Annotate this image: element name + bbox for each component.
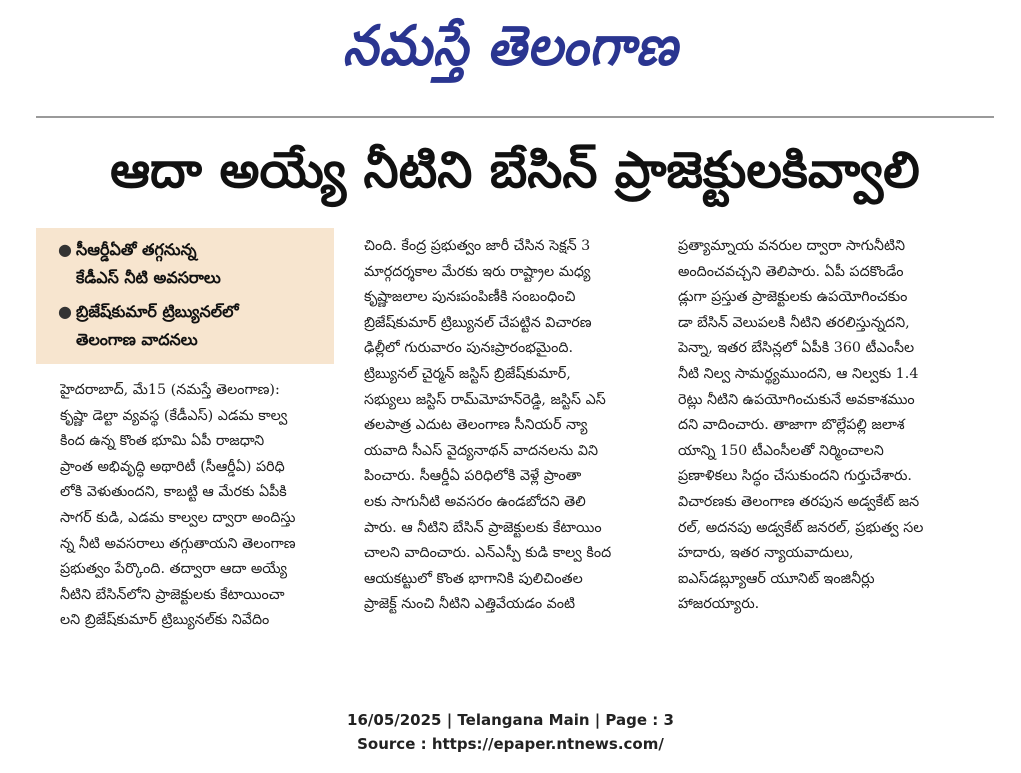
body-text-line: పించారు. సీఆర్డీఏ పరిధిలోకి వెళ్లే ప్రాంతా — [364, 468, 582, 485]
body-text-line: హైదరాబాద్, మే15 (నమస్తే తెలంగాణ): — [60, 382, 280, 398]
article-column-3 — [678, 234, 994, 618]
article-column-2 — [364, 234, 664, 618]
body-text-line: న్న నీటి అవసరాలు తగ్గుతాయని తెలంగాణ — [60, 535, 296, 552]
body-text-line: లని బ్రిజేష్‌కుమార్ ట్రిబ్యునల్‌కు నివేదిం — [60, 612, 270, 629]
masthead-divider — [36, 116, 994, 118]
body-text-line: ఐఎస్‌డబ్ల్యూఆర్ యూనిట్ ఇంజినీర్లు — [678, 570, 875, 587]
body-text-line: నీటి నిల్వ సామర్థ్యముందని, ఆ నిల్వకు 1.4 — [678, 365, 919, 382]
bullet-icon: ● — [58, 240, 72, 259]
highlight-item — [58, 236, 324, 292]
body-text-line: ప్రభుత్వం పేర్కొంది. తద్వారా ఆదా అయ్యే — [60, 561, 288, 578]
highlights-box — [36, 228, 334, 364]
highlight-text — [76, 298, 239, 354]
body-text-line: సభ్యులు జస్టిస్ రామ్‌మోహన్‌రెడ్డి, జస్టిస్ ఎస్ — [364, 391, 606, 408]
body-text-line: మార్గదర్శకాల మేరకు ఇరు రాష్ట్రాల మధ్య — [364, 263, 591, 280]
highlight-item — [58, 298, 324, 354]
body-text-line: ప్రత్యామ్నాయ వనరుల ద్వారా సాగునీటిని — [678, 238, 906, 254]
body-text-line: ప్రాంత అభివృద్ధి అథారిటీ (సీఆర్డీఏ) పరిధి — [60, 458, 285, 475]
body-text-line: డ్లుగా ప్రస్తుత ప్రాజెక్టులకు ఉపయోగించకుం — [678, 289, 908, 306]
body-text-line: బ్రిజేష్‌కుమార్ ట్రిబ్యునల్ చేపట్టిన విచారణ — [364, 314, 592, 331]
body-text-line: ఢిల్లీలో గురువారం పునఃప్రారంభమైంది. — [364, 340, 574, 357]
body-text-line: కృష్ణా డెల్టా వ్యవస్థ (కేడీఎస్) ఎడమ కాల్వ — [60, 407, 288, 424]
body-text-line: యాన్ని 150 టీఎంసీలతో నిర్మించాలని — [678, 442, 884, 459]
body-text-line: యవాది సీఎస్ వైద్యనాథన్ వాదనలను విని — [364, 442, 599, 459]
body-text-line: హాజరయ్యారు. — [678, 596, 760, 613]
body-text-line: కింద ఉన్న కొంత భూమి ఏపీ రాజధాని — [60, 433, 265, 450]
page-footer — [0, 708, 1021, 756]
highlight-text — [76, 236, 221, 292]
masthead-logo-text: నమస్తే తెలంగాణ — [342, 14, 679, 78]
highlight-line: తెలంగాణ వాదనలు — [76, 330, 198, 349]
highlight-line: సీఆర్డీఏతో తగ్గనున్న — [76, 240, 197, 259]
body-text-line: దని వాదించారు. తాజాగా బొల్లేపల్లి జలాశ — [678, 417, 905, 434]
newspaper-masthead — [0, 8, 1021, 88]
body-text-line: రెట్లు నీటిని ఉపయోగించుకునే అవకాశముం — [678, 391, 915, 408]
body-text-line: తలపాత్ర ఎదుట తెలంగాణ సీనియర్ న్యా — [364, 417, 588, 434]
article-column-1 — [60, 378, 340, 634]
body-text-line: ప్రణాళికలు సిద్ధం చేసుకుందని గుర్తుచేశారు. — [678, 468, 912, 485]
footer-meta: 16/05/2025 | Telangana Main | Page : 3 — [347, 711, 674, 729]
body-text-line: పెన్నా, ఇతర బేసిన్లలో ఏపీకి 360 టీఎంసీల — [678, 340, 915, 357]
highlight-line: కేడీఎస్ నీటి అవసరాలు — [76, 268, 221, 287]
body-text-line: పారు. ఆ నీటిని బేసిన్ ప్రాజెక్టులకు కేటాయిం — [364, 519, 602, 536]
body-text-line: అందించవచ్చని తెలిపారు. ఏపీ పదకొండేం — [678, 263, 904, 280]
footer-source: Source : https://epaper.ntnews.com/ — [357, 735, 664, 753]
article-headline: ఆదా అయ్యే నీటిని బేసిన్ ప్రాజెక్టులకివ్వాలి — [110, 141, 920, 199]
body-text-line: నీటిని బేసిన్‌లోని ప్రాజెక్టులకు కేటాయించా — [60, 586, 285, 603]
body-text-line: చాలని వాదించారు. ఎన్ఎస్పీ కుడి కాల్వ కింద — [364, 545, 612, 562]
body-text-line: విచారణకు తెలంగాణ తరపున అడ్వకేట్ జన — [678, 493, 920, 510]
body-text-line: ఆయకట్టులో కొంత భాగానికి పులిచింతల — [364, 570, 583, 587]
body-text-line: డా బేసిన్ వెలుపలకి నీటిని తరలిస్తున్నదని, — [678, 314, 910, 331]
body-text-line: ట్రిబ్యునల్ చైర్మన్ జస్టిస్ బ్రిజేష్‌కుమార్, — [364, 365, 571, 382]
body-text-line: లకు సాగునీటి అవసరం ఉండబోదని తెలి — [364, 493, 586, 510]
body-text-line: కృష్ణాజలాల పునఃపంపిణీకి సంబంధించి — [364, 289, 576, 306]
body-text-line: చింది. కేంద్ర ప్రభుత్వం జారీ చేసిన సెక్షన్ 3 — [364, 238, 591, 254]
bullet-icon: ● — [58, 302, 72, 321]
body-text-line: రల్, అదనపు అడ్వకేట్ జనరల్, ప్రభుత్వ సల — [678, 519, 924, 536]
body-text-line: లోకి వెళుతుందని, కాబట్టి ఆ మేరకు ఏపీకి — [60, 484, 287, 501]
body-text-line: హదారు, ఇతర న్యాయవాదులు, — [678, 545, 854, 562]
body-text-line: ప్రాజెక్ట్ నుంచి నీటిని ఎత్తివేయడం వంటి — [364, 596, 576, 613]
body-text-line: సాగర్ కుడి, ఎడమ కాల్వల ద్వారా అందిస్తు — [60, 509, 296, 526]
highlight-line: బ్రిజేష్‌కుమార్ ట్రిబ్యునల్‌లో — [76, 302, 239, 321]
